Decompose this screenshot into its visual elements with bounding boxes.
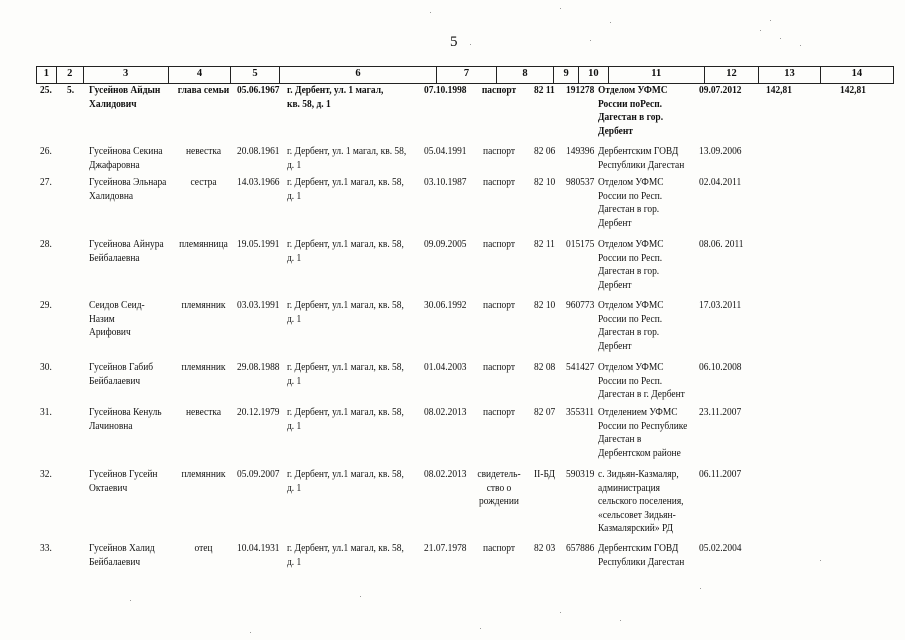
cell-n bbox=[40, 542, 52, 556]
cell-reg bbox=[699, 145, 742, 159]
cell-line: России по Респ. bbox=[598, 375, 663, 387]
cell-line: 03.10.1987 bbox=[424, 177, 467, 188]
cell-line: 191278 bbox=[566, 85, 595, 96]
cell-line: 82 07 bbox=[534, 407, 556, 418]
cell-dob bbox=[237, 145, 280, 159]
cell-line: 10.04.1931 bbox=[237, 543, 280, 554]
scan-speck bbox=[470, 44, 471, 45]
cell-line: 30.06.1992 bbox=[424, 300, 467, 311]
cell-line: паспорт bbox=[483, 239, 515, 250]
header-col-5: 5 bbox=[230, 67, 279, 83]
cell-num bbox=[566, 238, 594, 252]
cell-line: 82 10 bbox=[534, 300, 556, 311]
cell-dob bbox=[237, 406, 280, 420]
cell-name bbox=[89, 468, 157, 495]
cell-issuer bbox=[598, 238, 664, 292]
cell-line: 14.03.1966 bbox=[237, 177, 280, 188]
scan-speck bbox=[360, 596, 361, 597]
cell-ser bbox=[534, 468, 555, 482]
cell-line: невестка bbox=[185, 146, 222, 157]
cell-line: 25. bbox=[40, 85, 52, 96]
cell-line: 657886 bbox=[566, 543, 595, 554]
cell-n bbox=[40, 468, 52, 482]
cell-name bbox=[89, 145, 163, 172]
cell-line: Отделом УФМС bbox=[598, 300, 664, 311]
cell-doc-date bbox=[424, 299, 467, 313]
cell-line: паспорт bbox=[483, 177, 515, 188]
cell-dob bbox=[237, 238, 280, 252]
cell-num bbox=[566, 468, 594, 482]
cell-line: 82 03 bbox=[534, 543, 556, 554]
cell-line: 27. bbox=[40, 177, 52, 188]
cell-line: 29. bbox=[40, 300, 52, 311]
cell-line: Бейбалаевна bbox=[89, 252, 140, 264]
cell-line: Дербент bbox=[598, 279, 632, 291]
cell-line: Арифович bbox=[89, 327, 131, 338]
cell-line: 06.11.2007 bbox=[699, 469, 742, 480]
cell-num bbox=[566, 145, 594, 159]
cell-line: Джафаровна bbox=[89, 159, 140, 171]
cell-line: г. Дербент, ул. 1 магал, кв. 58, bbox=[287, 146, 407, 157]
cell-line: 82 08 bbox=[534, 362, 556, 373]
header-col-7: 7 bbox=[436, 67, 495, 83]
scan-speck bbox=[480, 628, 481, 629]
cell-line: 03.03.1991 bbox=[237, 300, 280, 311]
scan-speck bbox=[610, 22, 611, 23]
cell-line: II-БД bbox=[534, 469, 555, 480]
cell-issuer bbox=[598, 84, 668, 138]
cell-line: отец bbox=[194, 543, 213, 554]
cell-issuer bbox=[598, 176, 664, 230]
cell-line: 82 11 bbox=[534, 239, 555, 250]
cell-name bbox=[89, 542, 155, 569]
cell-doc-date bbox=[424, 468, 467, 482]
cell-n bbox=[40, 145, 52, 159]
scan-speck bbox=[560, 8, 561, 9]
cell-doc-type bbox=[470, 406, 528, 420]
cell-dob bbox=[237, 176, 280, 190]
cell-line: г. Дербент, ул.1 магал, кв. 58, bbox=[287, 177, 404, 188]
cell-line: г. Дербент, ул. 1 магал, bbox=[287, 85, 384, 96]
cell-num bbox=[566, 406, 594, 420]
cell-doc-type bbox=[470, 238, 528, 252]
scan-speck bbox=[800, 45, 801, 46]
cell-line: г. Дербент, ул.1 магал, кв. 58, bbox=[287, 362, 404, 373]
cell-line: Гусейнов Гусейн bbox=[89, 469, 158, 480]
cell-line: Гусейнова Эльнара bbox=[89, 177, 167, 188]
cell-line: Отделением УФМС bbox=[598, 407, 678, 418]
cell-line: России по Респ. bbox=[598, 313, 663, 325]
cell-line: 05.04.1991 bbox=[424, 146, 467, 157]
cell-line: 30. bbox=[40, 362, 52, 373]
cell-line: с. Зидьян-Казмаляр, bbox=[598, 469, 679, 480]
cell-dob bbox=[237, 299, 280, 313]
cell-line: 5. bbox=[67, 85, 75, 96]
cell-ser bbox=[534, 84, 555, 98]
cell-doc-type bbox=[470, 84, 528, 98]
cell-line: 31. bbox=[40, 407, 52, 418]
cell-line: Гусейнов Айдын bbox=[89, 85, 161, 96]
cell-line: д. 1 bbox=[287, 252, 302, 264]
cell-line: паспорт bbox=[483, 362, 515, 373]
cell-line: племянник bbox=[181, 469, 226, 480]
cell-doc-type bbox=[470, 176, 528, 190]
cell-line: России по Республике bbox=[598, 420, 688, 432]
cell-doc-date bbox=[424, 145, 467, 159]
cell-line: д. 1 bbox=[287, 556, 302, 568]
cell-line: администрация bbox=[598, 482, 660, 494]
cell-line: Дербент bbox=[598, 217, 632, 229]
cell-line: 149396 bbox=[566, 146, 595, 157]
cell-line: д. 1 bbox=[287, 482, 302, 494]
cell-line: д. 1 bbox=[287, 420, 302, 432]
cell-line: Лачиновна bbox=[89, 420, 133, 432]
cell-line: Дербент bbox=[598, 125, 633, 137]
header-col-11: 11 bbox=[608, 67, 704, 83]
cell-addr bbox=[287, 145, 406, 172]
cell-issuer bbox=[598, 542, 684, 569]
cell-line: племянница bbox=[179, 239, 228, 250]
cell-addr bbox=[287, 406, 404, 433]
header-col-2: 2 bbox=[56, 67, 83, 83]
scan-speck bbox=[590, 40, 591, 41]
cell-line: паспорт bbox=[483, 300, 515, 311]
cell-line: 015175 bbox=[566, 239, 595, 250]
cell-line: глава семьи bbox=[177, 85, 230, 96]
cell-line: г. Дербент, ул.1 магал, кв. 58, bbox=[287, 300, 404, 311]
cell-ser bbox=[534, 361, 555, 375]
cell-addr bbox=[287, 84, 383, 111]
cell-line: паспорт bbox=[483, 407, 515, 418]
cell-addr bbox=[287, 176, 404, 203]
header-col-6: 6 bbox=[279, 67, 437, 83]
cell-doc-date bbox=[424, 406, 467, 420]
cell-issuer bbox=[598, 406, 687, 460]
cell-name bbox=[89, 361, 153, 388]
cell-doc-date bbox=[424, 542, 467, 556]
cell-doc-date bbox=[424, 238, 467, 252]
cell-n bbox=[40, 361, 52, 375]
cell-line: Халидович bbox=[89, 98, 137, 110]
scan-speck bbox=[620, 620, 621, 621]
cell-line: 17.03.2011 bbox=[699, 300, 742, 311]
cell-line: паспорт bbox=[483, 543, 515, 554]
cell-line: 33. bbox=[40, 543, 52, 554]
cell-line: 82 11 bbox=[534, 85, 555, 96]
cell-rel bbox=[172, 145, 235, 159]
cell-line: сельского поселения, bbox=[598, 496, 684, 507]
cell-ser bbox=[534, 238, 555, 252]
scan-speck bbox=[250, 632, 251, 633]
cell-issuer bbox=[598, 145, 684, 172]
cell-line: 960773 bbox=[566, 300, 595, 311]
cell-doc-type bbox=[470, 299, 528, 313]
cell-rel bbox=[172, 176, 235, 190]
cell-line: 08.02.2013 bbox=[424, 407, 467, 418]
cell-line: 26. bbox=[40, 146, 52, 157]
cell-line: г. Дербент, ул.1 магал, кв. 58, bbox=[287, 239, 404, 250]
cell-reg bbox=[699, 361, 742, 375]
cell-line: Дагестан в гор. bbox=[598, 266, 660, 277]
cell-dob bbox=[237, 361, 280, 375]
cell-line: Дербентском районе bbox=[598, 447, 681, 459]
cell-rel bbox=[172, 299, 235, 313]
cell-line: д. 1 bbox=[287, 313, 302, 325]
cell-issuer bbox=[598, 361, 685, 402]
cell-ser bbox=[534, 176, 555, 190]
cell-line: свидетель- bbox=[477, 469, 521, 480]
scan-speck bbox=[820, 560, 821, 561]
header-col-10: 10 bbox=[578, 67, 608, 83]
cell-reg bbox=[699, 468, 741, 482]
cell-rel bbox=[172, 406, 235, 420]
cell-line: паспорт bbox=[483, 146, 515, 157]
cell-rel bbox=[172, 468, 235, 482]
cell-reg bbox=[699, 542, 742, 556]
cell-line: невестка bbox=[185, 407, 222, 418]
cell-rel bbox=[172, 84, 235, 98]
header-col-8: 8 bbox=[496, 67, 553, 83]
header-col-12: 12 bbox=[704, 67, 759, 83]
cell-line: Республики Дагестан bbox=[598, 159, 685, 171]
cell-line: Назим bbox=[89, 313, 115, 325]
cell-line: Октаевич bbox=[89, 482, 128, 494]
cell-line: паспорт bbox=[481, 85, 517, 96]
cell-line: Дербентским ГОВД bbox=[598, 543, 679, 554]
cell-doc-date bbox=[424, 84, 467, 98]
cell-line: Дагестан в гор. bbox=[598, 204, 660, 215]
cell-addr bbox=[287, 468, 404, 495]
cell-line: Дербент bbox=[598, 340, 632, 352]
scan-speck bbox=[130, 600, 131, 601]
cell-line: Отделом УФМС bbox=[598, 239, 664, 250]
header-col-4: 4 bbox=[168, 67, 230, 83]
cell-line: Сеидов Сеид- bbox=[89, 300, 145, 311]
cell-line: «сельсовет Зидьян- bbox=[598, 509, 676, 521]
cell-n bbox=[40, 406, 52, 420]
cell-line: 13.09.2006 bbox=[699, 146, 742, 157]
cell-line: 21.07.1978 bbox=[424, 543, 467, 554]
cell-line: 07.10.1998 bbox=[424, 85, 467, 96]
cell-dob bbox=[237, 468, 280, 482]
cell-num bbox=[566, 361, 594, 375]
cell-reg bbox=[699, 176, 741, 190]
cell-line: 01.04.2003 bbox=[424, 362, 467, 373]
cell-line: Гусейнова Айнура bbox=[89, 239, 164, 250]
cell-line: ство о bbox=[486, 482, 512, 494]
cell-line: д. 1 bbox=[287, 375, 302, 387]
table-header bbox=[36, 66, 894, 84]
cell-line: 29.08.1988 bbox=[237, 362, 280, 373]
cell-line: 08.06. 2011 bbox=[699, 239, 744, 250]
cell-line: Бейбалаевич bbox=[89, 556, 141, 568]
cell-n bbox=[40, 176, 52, 190]
cell-addr bbox=[287, 361, 404, 388]
cell-line: 142,81 bbox=[840, 85, 866, 96]
cell-line: 20.12.1979 bbox=[237, 407, 280, 418]
header-col-1: 1 bbox=[36, 67, 56, 83]
header-col-14: 14 bbox=[820, 67, 894, 83]
cell-reg bbox=[699, 406, 741, 420]
cell-line: Отделом УФМС bbox=[598, 177, 664, 188]
cell-name bbox=[89, 406, 162, 433]
cell-line: 09.09.2005 bbox=[424, 239, 467, 250]
cell-line: 09.07.2012 bbox=[699, 85, 742, 96]
cell-n bbox=[40, 238, 52, 252]
cell-line: 28. bbox=[40, 239, 52, 250]
cell-issuer bbox=[598, 468, 684, 536]
cell-line: 355311 bbox=[566, 407, 595, 418]
cell-line: Гусейнова Секина bbox=[89, 146, 163, 157]
cell-num bbox=[566, 542, 594, 556]
cell-line: 05.09.2007 bbox=[237, 469, 280, 480]
cell-line: России поРесп. bbox=[598, 98, 663, 110]
cell-dob bbox=[237, 542, 280, 556]
cell-line: г. Дербент, ул.1 магал, кв. 58, bbox=[287, 543, 404, 554]
cell-line: 82 06 bbox=[534, 146, 556, 157]
scan-speck bbox=[760, 30, 761, 31]
header-col-3: 3 bbox=[83, 67, 168, 83]
cell-doc-type bbox=[470, 145, 528, 159]
cell-doc-type bbox=[470, 361, 528, 375]
cell-num bbox=[566, 299, 594, 313]
cell-line: племянник bbox=[181, 362, 226, 373]
cell-line: кв. 58, д. 1 bbox=[287, 98, 331, 110]
cell-line: Гусейнов Габиб bbox=[89, 362, 154, 373]
cell-reg bbox=[699, 299, 741, 313]
cell-k bbox=[67, 84, 74, 98]
cell-reg bbox=[699, 84, 742, 98]
cell-ser bbox=[534, 299, 555, 313]
cell-line: Дагестан в г. Дербент bbox=[598, 389, 685, 400]
cell-line: Бейбалаевич bbox=[89, 375, 141, 387]
cell-ser bbox=[534, 145, 555, 159]
cell-num bbox=[566, 84, 594, 98]
cell-rel bbox=[172, 542, 235, 556]
cell-line: 06.10.2008 bbox=[699, 362, 742, 373]
scan-speck bbox=[560, 612, 561, 613]
cell-name bbox=[89, 299, 145, 340]
cell-rel bbox=[172, 238, 235, 252]
cell-doc-date bbox=[424, 361, 467, 375]
cell-line: д. 1 bbox=[287, 190, 302, 202]
cell-reg bbox=[699, 238, 744, 252]
cell-line: рождении bbox=[479, 496, 519, 507]
cell-line: Дагестан в bbox=[598, 434, 642, 445]
scan-speck bbox=[780, 38, 781, 39]
cell-doc-type bbox=[470, 468, 528, 509]
cell-line: племянник bbox=[181, 300, 226, 311]
cell-c13 bbox=[766, 84, 792, 98]
scan-speck bbox=[770, 20, 771, 21]
cell-line: д. 1 bbox=[287, 159, 302, 171]
cell-line: Отделом УФМС bbox=[598, 85, 668, 96]
cell-name bbox=[89, 176, 166, 203]
cell-line: Гусейнова Кенуль bbox=[89, 407, 162, 418]
cell-line: 142,81 bbox=[766, 85, 792, 96]
cell-issuer bbox=[598, 299, 664, 353]
cell-rel bbox=[172, 361, 235, 375]
cell-line: 980537 bbox=[566, 177, 595, 188]
cell-line: сестра bbox=[190, 177, 217, 188]
cell-doc-type bbox=[470, 542, 528, 556]
cell-addr bbox=[287, 299, 404, 326]
cell-doc-date bbox=[424, 176, 467, 190]
cell-line: г. Дербент, ул.1 магал, кв. 58, bbox=[287, 407, 404, 418]
cell-line: Дагестан в гор. bbox=[598, 112, 664, 123]
cell-line: Дагестан в гор. bbox=[598, 327, 660, 338]
cell-line: 19.05.1991 bbox=[237, 239, 280, 250]
cell-line: г. Дербент, ул.1 магал, кв. 58, bbox=[287, 469, 404, 480]
cell-num bbox=[566, 176, 594, 190]
cell-dob bbox=[237, 84, 280, 98]
cell-name bbox=[89, 238, 164, 265]
cell-line: 08.02.2013 bbox=[424, 469, 467, 480]
cell-ser bbox=[534, 406, 555, 420]
cell-line: 590319 bbox=[566, 469, 595, 480]
cell-line: России по Респ. bbox=[598, 252, 663, 264]
cell-line: 32. bbox=[40, 469, 52, 480]
cell-line: Дербентским ГОВД bbox=[598, 146, 679, 157]
cell-line: 82 10 bbox=[534, 177, 556, 188]
cell-c14 bbox=[840, 84, 866, 98]
cell-line: 541427 bbox=[566, 362, 595, 373]
cell-name bbox=[89, 84, 160, 111]
cell-line: России по Респ. bbox=[598, 190, 663, 202]
cell-line: Казмалярский» РД bbox=[598, 523, 673, 534]
header-col-13: 13 bbox=[758, 67, 819, 83]
header-col-9: 9 bbox=[553, 67, 578, 83]
cell-line: Гусейнов Халид bbox=[89, 543, 155, 554]
cell-n bbox=[40, 299, 52, 313]
cell-line: 02.04.2011 bbox=[699, 177, 742, 188]
cell-addr bbox=[287, 542, 404, 569]
cell-line: 05.06.1967 bbox=[237, 85, 280, 96]
cell-n bbox=[40, 84, 52, 98]
scan-speck bbox=[700, 588, 701, 589]
cell-ser bbox=[534, 542, 555, 556]
cell-line: 05.02.2004 bbox=[699, 543, 742, 554]
cell-addr bbox=[287, 238, 404, 265]
cell-line: Республики Дагестан bbox=[598, 556, 685, 568]
page-number: 5 bbox=[450, 34, 458, 50]
cell-line: Отделом УФМС bbox=[598, 362, 664, 373]
cell-line: 20.08.1961 bbox=[237, 146, 280, 157]
cell-line: 23.11.2007 bbox=[699, 407, 742, 418]
scan-speck bbox=[430, 12, 431, 13]
cell-line: Халидовна bbox=[89, 190, 134, 202]
